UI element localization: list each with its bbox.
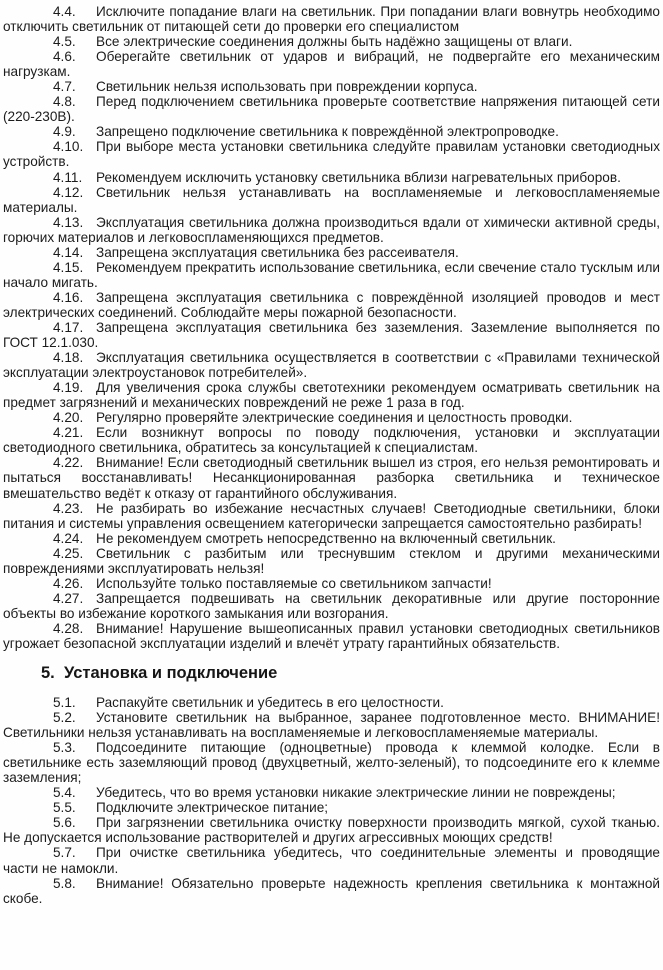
- list-item: [3, 260, 660, 290]
- item-number: 5.5.: [53, 800, 76, 816]
- list-item: [3, 546, 660, 576]
- item-number: 4.22.: [53, 455, 84, 471]
- list-item: [3, 94, 660, 124]
- list-item: [3, 531, 660, 546]
- item-text: Внимание! Обязательно проверьте надежность крепления светильника к монтажной скобе.: [3, 875, 660, 906]
- item-text: Все электрические соединения должны быть надёжно защищены от влаги.: [96, 34, 573, 50]
- list-item: [3, 815, 660, 845]
- list-item: [3, 139, 660, 169]
- item-number: 4.6.: [53, 49, 76, 65]
- item-text: Регулярно проверяйте электрические соединения и целостность проводки.: [96, 410, 573, 426]
- list-item: [3, 380, 660, 410]
- list-item: [3, 185, 660, 215]
- item-number: 4.7.: [53, 79, 76, 95]
- item-text: Рекомендуем исключить установку светильника вблизи нагревательных приборов.: [96, 169, 621, 185]
- list-item: [3, 215, 660, 245]
- item-number: 4.5.: [53, 34, 76, 50]
- list-item: [3, 501, 660, 531]
- list-item: [3, 740, 660, 785]
- item-text: Исключите попадание влаги на светильник. При попадании влаги вовнутрь необходимо отключить светильник от питающей сети до проверки его специалистом: [3, 4, 660, 35]
- item-number: 5.4.: [53, 785, 76, 801]
- item-number: 4.20.: [53, 410, 84, 426]
- item-number: 5.8.: [53, 875, 76, 891]
- item-text: Светильник нельзя использовать при повреждении корпуса.: [96, 79, 478, 95]
- item-number: 5.6.: [53, 815, 76, 831]
- item-text: Эксплуатация светильника должна производиться вдали от химически активной среды, горючих материалов и легковоспламеняющихся предметов.: [3, 214, 660, 245]
- item-number: 4.14.: [53, 244, 84, 260]
- list-item: [3, 591, 660, 621]
- list-item: [3, 290, 660, 320]
- list-item: [3, 710, 660, 740]
- item-number: 4.15.: [53, 259, 84, 275]
- item-text: Установите светильник на выбранное, заранее подготовленное место. ВНИМАНИЕ! Светильники нельзя устанавливать на воспламеняемые и легковоспламеняемые материалы.: [3, 710, 660, 741]
- item-text: Запрещено подключение светильника к повреждённой электропроводке.: [96, 124, 559, 140]
- item-number: 4.28.: [53, 620, 84, 636]
- item-number: 5.3.: [53, 740, 76, 756]
- item-number: 4.16.: [53, 289, 84, 305]
- item-text: Запрещена эксплуатация светильника без рассеивателя.: [96, 244, 459, 260]
- section-5-items: [3, 695, 660, 906]
- item-number: 4.23.: [53, 500, 84, 516]
- item-text: При выборе места установки светильника следуйте правилам установки светодиодных устройств.: [3, 139, 660, 170]
- item-number: 4.19.: [53, 380, 84, 396]
- item-number: 4.27.: [53, 590, 84, 606]
- item-text: Оберегайте светильник от ударов и вибраций, не подвергайте его механическим нагрузкам.: [3, 49, 660, 80]
- list-item: [3, 49, 660, 79]
- list-item: [3, 425, 660, 455]
- list-item: [3, 876, 660, 906]
- list-item: [3, 845, 660, 875]
- list-item: [3, 800, 660, 815]
- section-heading-number: 5.: [41, 664, 55, 683]
- list-item: [3, 455, 660, 500]
- list-item: [3, 695, 660, 710]
- item-number: 4.9.: [53, 124, 76, 140]
- item-number: 4.18.: [53, 350, 84, 366]
- list-item: [3, 4, 660, 34]
- item-number: 4.10.: [53, 139, 84, 155]
- item-text: Не разбирать во избежание несчастных случаев! Светодиодные светильники, блоки питания и системы управления освещением категорически запрещается самостоятельно разбирать!: [3, 500, 660, 531]
- item-number: 4.21.: [53, 425, 84, 441]
- list-item: [3, 124, 660, 139]
- item-number: 4.25.: [53, 545, 84, 561]
- list-item: [3, 410, 660, 425]
- list-item: [3, 621, 660, 651]
- item-text: Запрещается подвешивать на светильник декоративные или другие посторонние объекты во избежание короткого замыкания или возгорания.: [3, 590, 660, 621]
- item-text: Перед подключением светильника проверьте соответствие напряжения питающей сети (220-230В).: [3, 94, 660, 125]
- item-text: Если возникнут вопросы по поводу подключения, установки и эксплуатации светодиодного светильника, обратитесь за консультацией к специалистам.: [3, 425, 660, 456]
- item-text: Рекомендуем прекратить использование светильника, если свечение стало тусклым или начало мигать.: [3, 259, 660, 290]
- item-number: 4.17.: [53, 319, 84, 335]
- item-text: Распакуйте светильник и убедитесь в его целостности.: [96, 695, 444, 711]
- section-heading: [3, 664, 660, 683]
- item-text: Подсоедините питающие (одноцветные) провода к клеммой колодке. Если в светильнике есть заземляющий провод (двухцветный, желто-зеленый), то подсоедините его к клемме заземления;: [3, 740, 660, 786]
- item-text: При очистке светильника убедитесь, что соединительные элементы и проводящие части не намокли.: [3, 845, 660, 876]
- list-item: [3, 350, 660, 380]
- item-text: Внимание! Если светодиодный светильник вышел из строя, его нельзя ремонтировать и пытаться восстанавливать! Несанкционированная разборка светильника и техническое вмешательство ведёт к отказу от гарантийного обслуживания.: [3, 455, 660, 501]
- item-number: 4.8.: [53, 94, 76, 110]
- item-text: Светильник с разбитым или треснувшим стеклом и другими механическими повреждениями эксплуатировать нельзя!: [3, 545, 660, 576]
- item-number: 5.1.: [53, 695, 76, 711]
- list-item: [3, 320, 660, 350]
- item-text: Светильник нельзя устанавливать на воспламеняемые и легковоспламеняемые материалы.: [3, 184, 660, 215]
- item-text: Запрещена эксплуатация светильника с повреждённой изоляцией проводов и мест электрических соединений. Соблюдайте меры пожарной безопасности.: [3, 289, 660, 320]
- item-number: 4.4.: [53, 4, 76, 19]
- section-heading-label: Установка и подключение: [64, 664, 278, 683]
- item-number: 4.11.: [53, 169, 83, 185]
- item-number: 4.26.: [53, 575, 84, 591]
- item-number: 5.7.: [53, 845, 76, 861]
- list-item: [3, 34, 660, 49]
- item-text: Запрещена эксплуатация светильника без заземления. Заземление выполняется по ГОСТ 12.1.030.: [3, 319, 660, 351]
- list-item: [3, 576, 660, 591]
- item-number: 4.12.: [53, 184, 84, 200]
- item-number: 4.13.: [53, 214, 84, 230]
- item-text: Не рекомендуем смотреть непосредственно на включенный светильник.: [96, 530, 556, 546]
- item-text: Внимание! Нарушение вышеописанных правил установки светодиодных светильников угрожает безопасной эксплуатации изделий и влечёт утрату гарантийных обязательств.: [3, 620, 660, 651]
- section-4-items: [3, 4, 660, 651]
- list-item: [3, 785, 660, 800]
- item-number: 4.24.: [53, 530, 84, 546]
- item-text: Убедитесь, что во время установки никакие электрические линии не повреждены;: [96, 785, 616, 801]
- list-item: [3, 79, 660, 94]
- item-text: При загрязнении светильника очистку поверхности производить мягкой, сухой тканью. Не допускается использование растворителей и других агрессивных моющих средств!: [3, 815, 660, 846]
- list-item: [3, 245, 660, 260]
- list-item: [3, 170, 660, 185]
- item-text: Эксплуатация светильника осуществляется в соответствии с «Правилами технической эксплуатации электроустановок потребителей».: [3, 350, 660, 381]
- item-text: Подключите электрическое питание;: [96, 800, 329, 816]
- item-number: 5.2.: [53, 710, 76, 726]
- item-text: Используйте только поставляемые со светильником запчасти!: [96, 575, 492, 591]
- item-text: Для увеличения срока службы светотехники рекомендуем осматривать светильник на предмет загрязнений и механических повреждений не реже 1 раза в год.: [3, 380, 660, 411]
